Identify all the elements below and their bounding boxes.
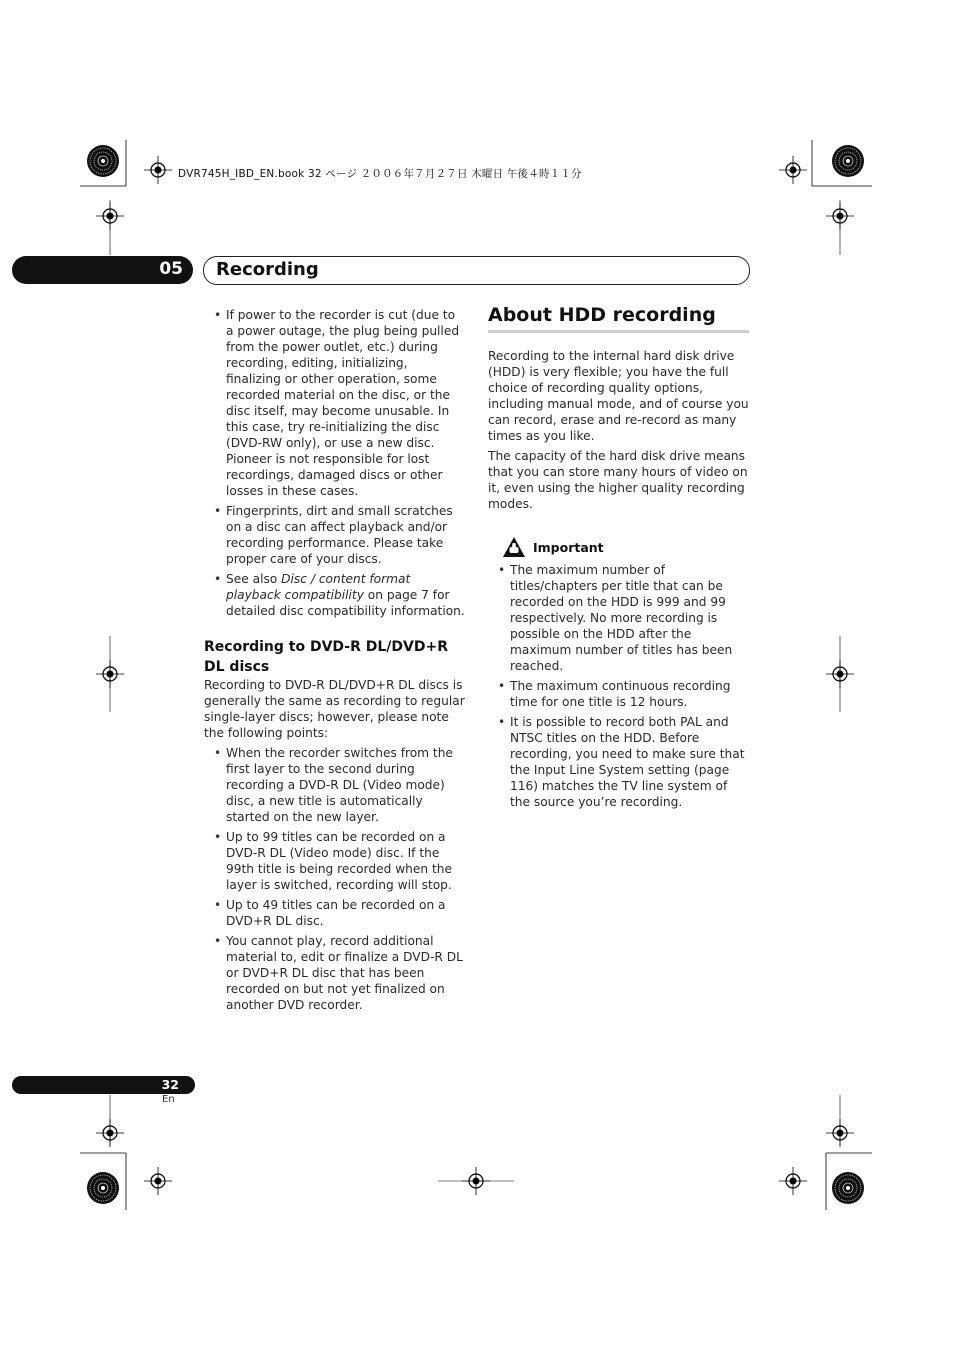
chapter-number-tab: [12, 256, 193, 284]
section-heading: About HDD recording: [488, 304, 749, 333]
chapter-title-bar: [203, 256, 750, 285]
list-item: • Up to 49 titles can be recorded on a DVD+R DL disc.: [204, 897, 466, 929]
page-number-tab: [12, 1076, 195, 1094]
left-column: [204, 307, 466, 1017]
list-item: • When the recorder switches from the first layer to the second during recording a DVD-R DL (Video mode) disc, a new title is automatically started on the new layer.: [204, 745, 466, 825]
paragraph: Recording to the internal hard disk drive (HDD) is very flexible; you have the full choice of recording quality options, including manual mode, and of course you can record, erase and re-record as many times as you like.: [488, 349, 749, 443]
right-column-intro: [488, 348, 750, 512]
print-header-line: DVR745H_IBD_EN.book 32 ページ ２００６年７月２７日 木曜日 午後４時１１分: [178, 168, 582, 180]
see-also-reference: Disc / content format playback compatibility: [226, 572, 411, 602]
see-also-suffix: on page 7 for detailed disc compatibility information.: [226, 588, 465, 618]
dual-layer-notes-list: [204, 745, 466, 1013]
list-item: • If power to the recorder is cut (due to a power outage, the plug being pulled from the power outlet, etc.) during recording, editing, initializing, finalizing or other operation, some recorded material on the disc, or the disc itself, may become unusable. In this case, try re-initializing the disc (DVD-RW only), or use a new disc. Pioneer is not responsible for lost recordings, damaged discs or other losses in these cases.: [204, 307, 466, 499]
important-notes-list: [488, 562, 750, 810]
list-item-see-also: [204, 571, 466, 619]
paragraph: The capacity of the hard disk drive means that you can store many hours of video on it, even using the higher quality recording modes.: [488, 449, 748, 511]
hand-warning-icon: [502, 536, 526, 558]
chapter-title: Recording: [216, 259, 319, 280]
page-language: En: [162, 1094, 175, 1105]
list-item: • The maximum number of titles/chapters per title that can be recorded on the HDD is 999 and 99 respectively. No more recording is possible on the HDD after the maximum number of titles has been reached.: [488, 562, 750, 674]
page-number: 32: [161, 1077, 179, 1092]
important-label: Important: [533, 539, 604, 555]
cautions-list: [204, 307, 466, 619]
list-item: • You cannot play, record additional material to, edit or finalize a DVD-R DL or DVD+R DL disc that has been recorded on but not yet finalized on another DVD recorder.: [204, 933, 466, 1013]
list-item: • Up to 99 titles can be recorded on a DVD-R DL (Video mode) disc. If the 99th title is being recorded when the layer is switched, recording will stop.: [204, 829, 466, 893]
subsection-intro: Recording to DVD-R DL/DVD+R DL discs is generally the same as recording to regular single-layer discs; however, please note the following points:: [204, 678, 465, 740]
subsection-heading: Recording to DVD-R DL/DVD+R DL discs: [204, 639, 449, 675]
important-callout-heading: [502, 536, 604, 558]
list-item: • Fingerprints, dirt and small scratches on a disc can affect playback and/or recording performance. Please take proper care of your discs.: [204, 503, 466, 567]
list-item: • The maximum continuous recording time for one title is 12 hours.: [488, 678, 750, 710]
list-item: • It is possible to record both PAL and NTSC titles on the HDD. Before recording, you need to make sure that the Input Line System setting (page 116) matches the TV line system of the source you’re recording.: [488, 714, 750, 810]
important-notes: [488, 562, 750, 814]
see-also-prefix: See also: [226, 572, 282, 586]
chapter-number: 05: [159, 259, 183, 279]
